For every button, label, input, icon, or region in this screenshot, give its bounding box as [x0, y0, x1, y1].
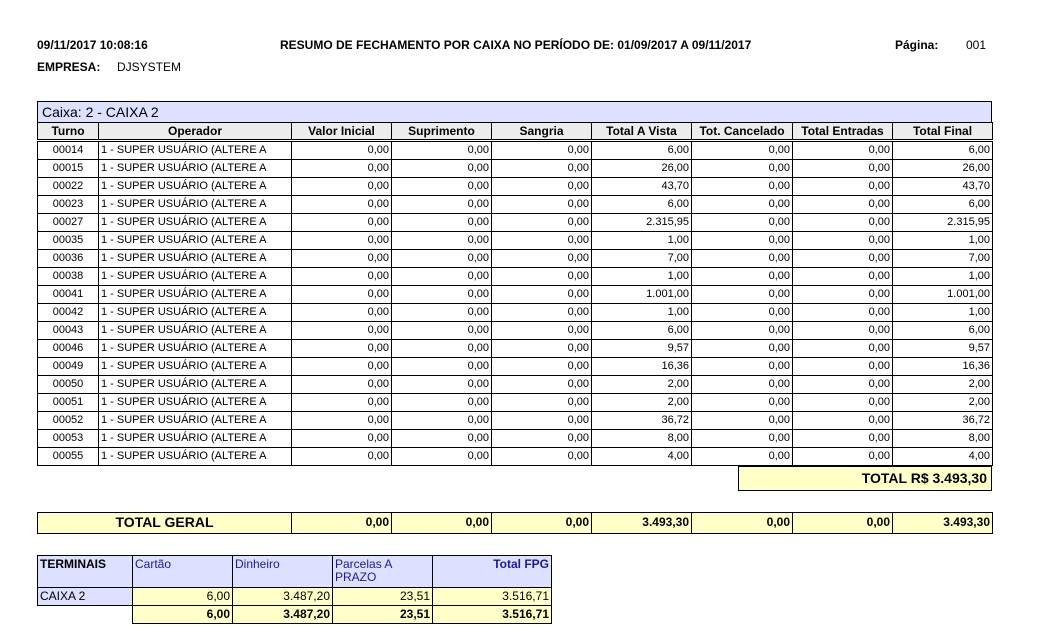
cell-operador: 1 - SUPER USUÁRIO (ALTERE A	[98, 429, 292, 448]
cell-total-entradas: 0,00	[792, 231, 893, 250]
cell-tot-cancelado: 0,00	[691, 321, 793, 340]
cell-suprimento: 0,00	[391, 321, 492, 340]
column-header-sangria: Sangria	[491, 122, 592, 140]
cell-suprimento: 0,00	[391, 447, 492, 466]
cell-total-final: 26,00	[892, 159, 993, 178]
cell-total-a-vista: 16,36	[591, 357, 692, 376]
cell-total-entradas: 0,00	[792, 447, 893, 466]
cell-operador: 1 - SUPER USUÁRIO (ALTERE A	[98, 321, 292, 340]
cell-suprimento: 0,00	[391, 159, 492, 178]
cell-suprimento: 0,00	[391, 177, 492, 196]
terminais-header-cartao: Cartão	[132, 555, 233, 588]
caixa-total: TOTAL R$ 3.493,30	[738, 466, 992, 491]
cell-total-entradas: 0,00	[792, 267, 893, 286]
cell-operador: 1 - SUPER USUÁRIO (ALTERE A	[98, 375, 292, 394]
cell-suprimento: 0,00	[391, 249, 492, 268]
cell-turno: 00043	[37, 321, 99, 340]
cell-operador: 1 - SUPER USUÁRIO (ALTERE A	[98, 357, 292, 376]
cell-total-a-vista: 2,00	[591, 393, 692, 412]
cell-valor-inicial: 0,00	[291, 447, 392, 466]
terminais-total-parcelas-a-prazo: 23,51	[332, 605, 433, 624]
cell-total-final: 36,72	[892, 411, 993, 430]
cell-tot-cancelado: 0,00	[691, 393, 793, 412]
cell-suprimento: 0,00	[391, 429, 492, 448]
cell-total-final: 6,00	[892, 321, 993, 340]
cell-sangria: 0,00	[491, 267, 592, 286]
total-geral-label: TOTAL GERAL	[37, 512, 292, 534]
cell-valor-inicial: 0,00	[291, 375, 392, 394]
cell-valor-inicial: 0,00	[291, 303, 392, 322]
cell-sangria: 0,00	[491, 393, 592, 412]
terminais-header-total-fpg: Total FPG	[432, 555, 552, 588]
terminais-total-cartao: 6,00	[132, 605, 233, 624]
cell-total-entradas: 0,00	[792, 429, 893, 448]
cell-sangria: 0,00	[491, 177, 592, 196]
total-geral-total-a-vista: 3.493,30	[591, 512, 692, 534]
cell-operador: 1 - SUPER USUÁRIO (ALTERE A	[98, 213, 292, 232]
cell-total-a-vista: 2.315,95	[591, 213, 692, 232]
cell-total-final: 9,57	[892, 339, 993, 358]
cell-suprimento: 0,00	[391, 213, 492, 232]
cell-total-final: 2,00	[892, 375, 993, 394]
total-geral-valor-inicial: 0,00	[291, 512, 392, 534]
cell-total-entradas: 0,00	[792, 321, 893, 340]
cell-turno: 00014	[37, 141, 99, 160]
cell-sangria: 0,00	[491, 195, 592, 214]
cell-total-entradas: 0,00	[792, 411, 893, 430]
cell-total-a-vista: 6,00	[591, 195, 692, 214]
report-title: RESUMO DE FECHAMENTO POR CAIXA NO PERÍODO DE: 01/09/2017 A 09/11/2017	[280, 38, 752, 52]
cell-sangria: 0,00	[491, 249, 592, 268]
cell-tot-cancelado: 0,00	[691, 195, 793, 214]
cell-total-entradas: 0,00	[792, 375, 893, 394]
cell-tot-cancelado: 0,00	[691, 177, 793, 196]
terminais-cell-parcelas-a-prazo: 23,51	[332, 587, 433, 606]
cell-total-final: 1,00	[892, 267, 993, 286]
page-number: 001	[966, 38, 987, 52]
cell-operador: 1 - SUPER USUÁRIO (ALTERE A	[98, 195, 292, 214]
terminais-cell-dinheiro: 3.487,20	[232, 587, 333, 606]
terminais-header-terminais: TERMINAIS	[37, 555, 133, 588]
cell-total-a-vista: 9,57	[591, 339, 692, 358]
cell-valor-inicial: 0,00	[291, 249, 392, 268]
cell-total-entradas: 0,00	[792, 339, 893, 358]
cell-valor-inicial: 0,00	[291, 393, 392, 412]
cell-sangria: 0,00	[491, 159, 592, 178]
total-geral-total-final: 3.493,30	[892, 512, 993, 534]
cell-total-entradas: 0,00	[792, 285, 893, 304]
cell-total-entradas: 0,00	[792, 303, 893, 322]
cell-total-a-vista: 36,72	[591, 411, 692, 430]
cell-valor-inicial: 0,00	[291, 357, 392, 376]
page-label: Página:	[895, 38, 939, 52]
cell-valor-inicial: 0,00	[291, 141, 392, 160]
cell-valor-inicial: 0,00	[291, 195, 392, 214]
cell-turno: 00050	[37, 375, 99, 394]
cell-operador: 1 - SUPER USUÁRIO (ALTERE A	[98, 177, 292, 196]
cell-operador: 1 - SUPER USUÁRIO (ALTERE A	[98, 303, 292, 322]
cell-operador: 1 - SUPER USUÁRIO (ALTERE A	[98, 267, 292, 286]
cell-tot-cancelado: 0,00	[691, 429, 793, 448]
cell-turno: 00022	[37, 177, 99, 196]
terminais-header-dinheiro: Dinheiro	[232, 555, 333, 588]
cell-turno: 00036	[37, 249, 99, 268]
cell-sangria: 0,00	[491, 285, 592, 304]
cell-tot-cancelado: 0,00	[691, 303, 793, 322]
cell-turno: 00046	[37, 339, 99, 358]
cell-turno: 00055	[37, 447, 99, 466]
cell-suprimento: 0,00	[391, 231, 492, 250]
cell-sangria: 0,00	[491, 213, 592, 232]
terminais-cell-terminais: CAIXA 2	[37, 587, 133, 606]
cell-valor-inicial: 0,00	[291, 177, 392, 196]
cell-valor-inicial: 0,00	[291, 429, 392, 448]
cell-valor-inicial: 0,00	[291, 411, 392, 430]
cell-suprimento: 0,00	[391, 411, 492, 430]
cell-suprimento: 0,00	[391, 339, 492, 358]
cell-total-entradas: 0,00	[792, 393, 893, 412]
company-name: DJSYSTEM	[117, 60, 182, 74]
cell-suprimento: 0,00	[391, 141, 492, 160]
column-header-suprimento: Suprimento	[391, 122, 492, 140]
cell-suprimento: 0,00	[391, 195, 492, 214]
cell-sangria: 0,00	[491, 429, 592, 448]
cell-total-final: 8,00	[892, 429, 993, 448]
cell-suprimento: 0,00	[391, 303, 492, 322]
cell-turno: 00053	[37, 429, 99, 448]
column-header-operador: Operador	[98, 122, 292, 140]
cell-total-a-vista: 7,00	[591, 249, 692, 268]
terminais-cell-total-fpg: 3.516,71	[432, 587, 552, 606]
cell-total-entradas: 0,00	[792, 141, 893, 160]
cell-turno: 00049	[37, 357, 99, 376]
cell-tot-cancelado: 0,00	[691, 267, 793, 286]
cell-total-final: 2,00	[892, 393, 993, 412]
cell-tot-cancelado: 0,00	[691, 339, 793, 358]
cell-sangria: 0,00	[491, 303, 592, 322]
cell-total-a-vista: 1,00	[591, 303, 692, 322]
cell-total-final: 1,00	[892, 231, 993, 250]
cell-operador: 1 - SUPER USUÁRIO (ALTERE A	[98, 141, 292, 160]
cell-total-final: 6,00	[892, 141, 993, 160]
cell-total-entradas: 0,00	[792, 159, 893, 178]
cell-valor-inicial: 0,00	[291, 285, 392, 304]
column-header-total-final: Total Final	[892, 122, 993, 140]
cell-total-a-vista: 4,00	[591, 447, 692, 466]
cell-total-final: 7,00	[892, 249, 993, 268]
cell-total-entradas: 0,00	[792, 213, 893, 232]
column-header-total-a-vista: Total A Vista	[591, 122, 692, 140]
cell-sangria: 0,00	[491, 321, 592, 340]
terminais-total-dinheiro: 3.487,20	[232, 605, 333, 624]
cell-total-a-vista: 6,00	[591, 321, 692, 340]
cell-valor-inicial: 0,00	[291, 267, 392, 286]
cell-turno: 00038	[37, 267, 99, 286]
cell-total-a-vista: 2,00	[591, 375, 692, 394]
cell-suprimento: 0,00	[391, 267, 492, 286]
column-header-valor-inicial: Valor Inicial	[291, 122, 392, 140]
cell-tot-cancelado: 0,00	[691, 285, 793, 304]
cell-tot-cancelado: 0,00	[691, 447, 793, 466]
cell-tot-cancelado: 0,00	[691, 357, 793, 376]
cell-turno: 00051	[37, 393, 99, 412]
cell-operador: 1 - SUPER USUÁRIO (ALTERE A	[98, 159, 292, 178]
cell-total-entradas: 0,00	[792, 249, 893, 268]
cell-total-entradas: 0,00	[792, 195, 893, 214]
cell-total-final: 2.315,95	[892, 213, 993, 232]
cell-total-a-vista: 1,00	[591, 267, 692, 286]
terminais-header-parcelas-a-prazo: Parcelas A PRAZO	[332, 555, 433, 588]
column-header-tot-cancelado: Tot. Cancelado	[691, 122, 793, 140]
cell-valor-inicial: 0,00	[291, 159, 392, 178]
company-label: EMPRESA:	[37, 60, 101, 74]
total-geral-suprimento: 0,00	[391, 512, 492, 534]
cell-operador: 1 - SUPER USUÁRIO (ALTERE A	[98, 231, 292, 250]
cell-total-final: 1,00	[892, 303, 993, 322]
cell-total-final: 16,36	[892, 357, 993, 376]
cell-turno: 00015	[37, 159, 99, 178]
cell-total-entradas: 0,00	[792, 357, 893, 376]
cell-tot-cancelado: 0,00	[691, 411, 793, 430]
cell-total-final: 43,70	[892, 177, 993, 196]
cell-tot-cancelado: 0,00	[691, 375, 793, 394]
cell-sangria: 0,00	[491, 411, 592, 430]
cell-valor-inicial: 0,00	[291, 213, 392, 232]
cell-total-a-vista: 1.001,00	[591, 285, 692, 304]
column-header-total-entradas: Total Entradas	[792, 122, 893, 140]
cell-suprimento: 0,00	[391, 375, 492, 394]
cell-sangria: 0,00	[491, 375, 592, 394]
cell-operador: 1 - SUPER USUÁRIO (ALTERE A	[98, 249, 292, 268]
cell-operador: 1 - SUPER USUÁRIO (ALTERE A	[98, 393, 292, 412]
cell-turno: 00052	[37, 411, 99, 430]
cell-total-a-vista: 43,70	[591, 177, 692, 196]
total-geral-sangria: 0,00	[491, 512, 592, 534]
cell-sangria: 0,00	[491, 141, 592, 160]
terminais-total-total-fpg: 3.516,71	[432, 605, 552, 624]
cell-tot-cancelado: 0,00	[691, 141, 793, 160]
cell-operador: 1 - SUPER USUÁRIO (ALTERE A	[98, 339, 292, 358]
cell-turno: 00041	[37, 285, 99, 304]
cell-total-a-vista: 6,00	[591, 141, 692, 160]
cell-valor-inicial: 0,00	[291, 321, 392, 340]
cell-suprimento: 0,00	[391, 393, 492, 412]
cell-total-final: 4,00	[892, 447, 993, 466]
cell-valor-inicial: 0,00	[291, 231, 392, 250]
cell-total-a-vista: 8,00	[591, 429, 692, 448]
report-datetime: 09/11/2017 10:08:16	[37, 38, 148, 52]
cell-operador: 1 - SUPER USUÁRIO (ALTERE A	[98, 285, 292, 304]
total-geral-total-entradas: 0,00	[792, 512, 893, 534]
cell-suprimento: 0,00	[391, 285, 492, 304]
column-header-turno: Turno	[37, 122, 99, 140]
terminais-cell-cartao: 6,00	[132, 587, 233, 606]
cell-turno: 00035	[37, 231, 99, 250]
cell-turno: 00027	[37, 213, 99, 232]
cell-sangria: 0,00	[491, 231, 592, 250]
cell-tot-cancelado: 0,00	[691, 231, 793, 250]
cell-sangria: 0,00	[491, 357, 592, 376]
caixa-title: Caixa: 2 - CAIXA 2	[37, 101, 992, 123]
cell-suprimento: 0,00	[391, 357, 492, 376]
cell-turno: 00023	[37, 195, 99, 214]
cell-tot-cancelado: 0,00	[691, 213, 793, 232]
cell-sangria: 0,00	[491, 339, 592, 358]
cell-total-a-vista: 26,00	[591, 159, 692, 178]
cell-tot-cancelado: 0,00	[691, 159, 793, 178]
cell-total-final: 1.001,00	[892, 285, 993, 304]
cell-total-final: 6,00	[892, 195, 993, 214]
cell-valor-inicial: 0,00	[291, 339, 392, 358]
cell-operador: 1 - SUPER USUÁRIO (ALTERE A	[98, 447, 292, 466]
cell-sangria: 0,00	[491, 447, 592, 466]
total-geral-tot-cancelado: 0,00	[691, 512, 793, 534]
cell-turno: 00042	[37, 303, 99, 322]
cell-operador: 1 - SUPER USUÁRIO (ALTERE A	[98, 411, 292, 430]
cell-total-a-vista: 1,00	[591, 231, 692, 250]
cell-total-entradas: 0,00	[792, 177, 893, 196]
cell-tot-cancelado: 0,00	[691, 249, 793, 268]
